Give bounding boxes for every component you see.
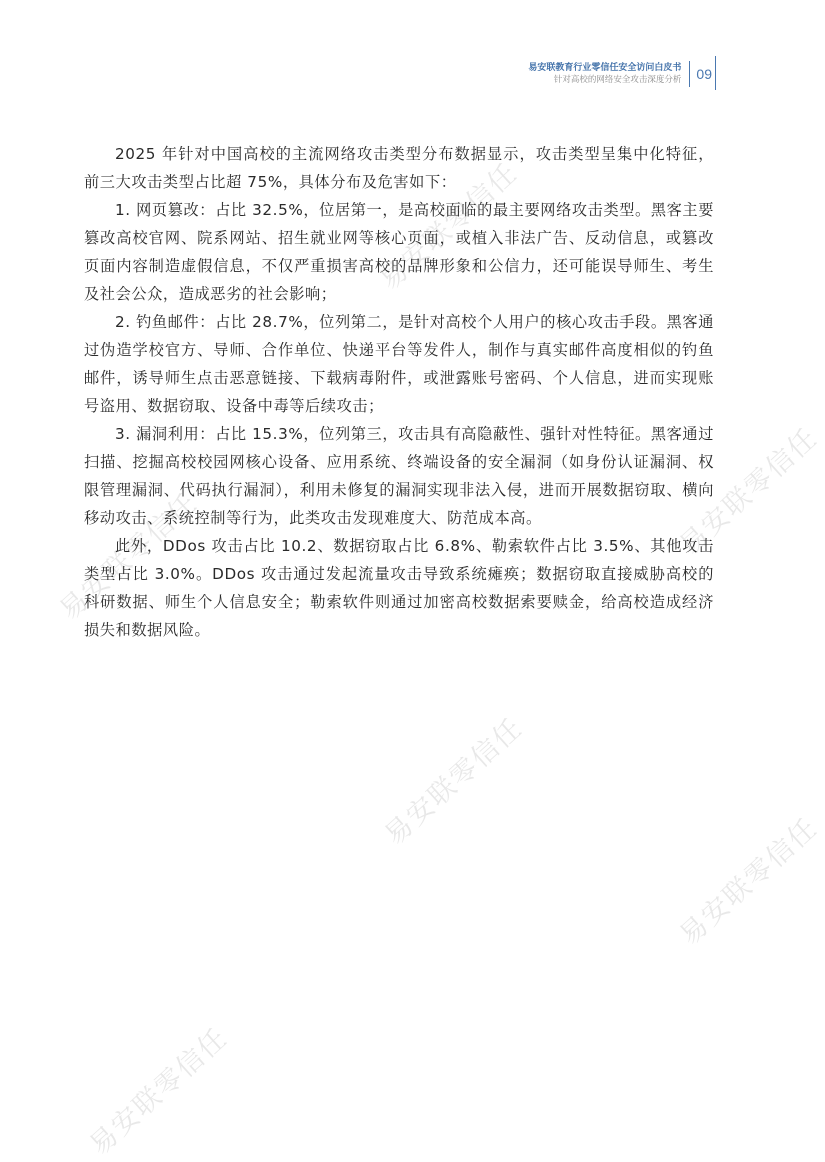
body-text: [84, 140, 714, 644]
paragraph-intro: 2025 年针对中国高校的主流网络攻击类型分布数据显示，攻击类型呈集中化特征，前三大攻击类型占比超 75%，具体分布及危害如下：: [84, 145, 714, 191]
header-text: [528, 62, 689, 86]
paragraph-other-attacks: 此外，DDos 攻击占比 10.2、数据窃取占比 6.8%、勒索软件占比 3.5%、其他攻击类型占比 3.0%。DDos 攻击通过发起流量攻击导致系统瘫痪；数据窃取直接威胁高校的科研数据、师生个人信息安全；勒索软件则通过加密高校数据索要赎金，给高校造成经济损失和数据风险。: [84, 537, 714, 639]
paragraph-web-defacement: 1. 网页篡改：占比 32.5%，位居第一，是高校面临的最主要网络攻击类型。黑客主要篡改高校官网、院系网站、招生就业网等核心页面，或植入非法广告、反动信息，或篡改页面内容制造虚假信息，不仅严重损害高校的品牌形象和公信力，还可能误导师生、考生及社会公众，造成恶劣的社会影响；: [84, 201, 714, 303]
section-title: 针对高校的网络安全攻击深度分析: [553, 75, 682, 85]
watermark: 易安联零信任: [53, 486, 205, 627]
watermark: 易安联零信任: [378, 711, 530, 852]
document-title: 易安联教育行业零信任安全访问白皮书: [528, 63, 682, 73]
header-edge-line: [715, 56, 716, 90]
page-number: 09: [696, 66, 712, 82]
watermark: 易安联零信任: [373, 156, 525, 297]
watermark: 易安联零信任: [83, 1021, 235, 1162]
page-header: [528, 58, 712, 90]
watermark: 易安联零信任: [673, 421, 825, 562]
watermark: 易安联零信任: [673, 811, 825, 952]
paragraph-phishing-email: 2. 钓鱼邮件：占比 28.7%，位列第二，是针对高校个人用户的核心攻击手段。黑客通过伪造学校官方、导师、合作单位、快递平台等发件人，制作与真实邮件高度相似的钓鱼邮件，诱导师生点击恶意链接、下载病毒附件，或泄露账号密码、个人信息，进而实现账号盗用、数据窃取、设备中毒等后续攻击；: [84, 313, 714, 415]
paragraph-vulnerability-exploit: 3. 漏洞利用：占比 15.3%，位列第三，攻击具有高隐蔽性、强针对性特征。黑客通过扫描、挖掘高校校园网核心设备、应用系统、终端设备的安全漏洞（如身份认证漏洞、权限管理漏洞、代码执行漏洞），利用未修复的漏洞实现非法入侵，进而开展数据窃取、横向移动攻击、系统控制等行为，此类攻击发现难度大、防范成本高。: [84, 425, 714, 527]
